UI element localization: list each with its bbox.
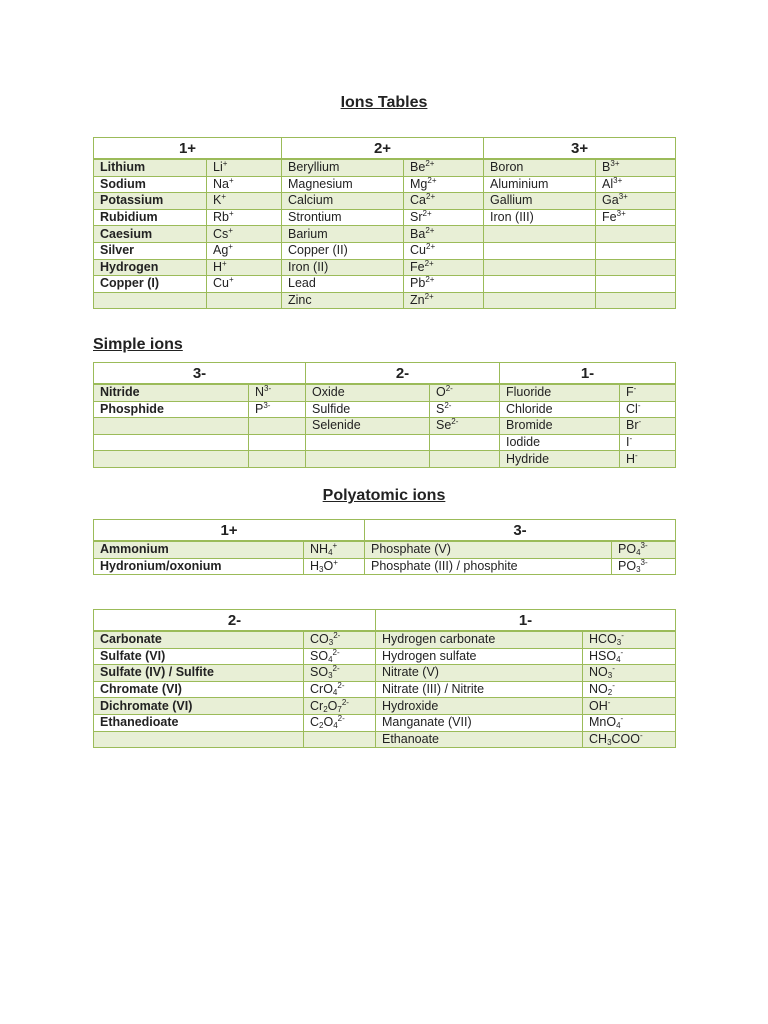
charge: 2- (332, 664, 340, 674)
ion-name: Caesium (94, 226, 207, 243)
ion-symbol: H- (620, 451, 676, 468)
ion-name: Ethanedioate (94, 714, 304, 731)
ion-symbol (596, 276, 676, 293)
subscript: 3 (328, 638, 334, 648)
ion-symbol: $O^{2-}$ (430, 384, 500, 401)
table-row (94, 292, 676, 309)
header-poly-1minus: 1- (376, 610, 676, 632)
ion-symbol: F- (620, 384, 676, 401)
subscript: 4 (332, 688, 338, 698)
ion-name (484, 259, 596, 276)
table-row (94, 681, 676, 698)
ion-name: Hydrogen (94, 259, 207, 276)
ion-name: Chromate (VI) (94, 681, 304, 698)
ion-name: Potassium (94, 193, 207, 210)
charge: 2- (337, 681, 345, 691)
polyatomic-ions-title: Polyatomic ions (322, 487, 446, 504)
charge: - (629, 434, 633, 444)
ion-name: Hydrogen sulfate (376, 648, 583, 665)
charge: + (222, 159, 228, 169)
ion-name: Lead (282, 276, 404, 293)
header-1plus: 1+ (94, 138, 282, 160)
table-row (94, 259, 676, 276)
ion-formula: CrO$_4^{2-}$ (304, 681, 376, 698)
table-row (94, 418, 676, 435)
ion-formula: $Cr_2O_7^{2-}$ (304, 698, 376, 715)
ion-name: Dichromate (VI) (94, 698, 304, 715)
charge: + (228, 225, 233, 235)
charge: 2+ (425, 225, 435, 235)
ion-name (484, 242, 596, 259)
ion-symbol: $Fe^{3+}$ (596, 209, 676, 226)
ion-name: Zinc (282, 292, 404, 309)
ion-symbol (596, 259, 676, 276)
ion-name: Sulfate (VI) (94, 648, 304, 665)
charge: 3- (264, 384, 272, 394)
ion-name: Nitrate (V) (376, 665, 583, 682)
ion-symbol: Na+ (207, 176, 282, 193)
table-row (94, 451, 676, 468)
ion-name: Phosphide (94, 401, 249, 418)
charge: 2+ (425, 275, 435, 285)
charge: 2- (332, 648, 340, 657)
ion-symbol: $P^{3-}$ (249, 401, 306, 418)
ion-symbol: Cs+ (207, 226, 282, 243)
charge: + (333, 558, 338, 567)
ion-name: Chloride (500, 401, 620, 418)
ion-symbol: K+ (207, 193, 282, 210)
charge: 2+ (425, 159, 435, 169)
ion-formula: $HCO_3^-$ (583, 631, 676, 648)
ion-formula: OH- (583, 698, 676, 715)
ion-symbol (207, 292, 282, 309)
ion-formula: $NO_3^-$ (583, 665, 676, 682)
charge: - (620, 714, 624, 724)
ion-name: Aluminium (484, 176, 596, 193)
ion-symbol: $Fe^{2+}$ (404, 259, 484, 276)
ion-symbol (249, 451, 306, 468)
ion-name: Hydroxide (376, 698, 583, 715)
charge: 2- (451, 417, 459, 427)
ion-name: Beryllium (282, 159, 404, 176)
table-row (94, 714, 676, 731)
table-row (94, 434, 676, 451)
ion-symbol: $Mg^{2+}$ (404, 176, 484, 193)
ion-formula: $PO_3^{3-}$ (612, 558, 676, 575)
ion-symbol: Ag+ (207, 242, 282, 259)
table-row (94, 226, 676, 243)
charge: - (620, 648, 624, 657)
ion-formula (304, 731, 376, 748)
simple-anion-table (93, 362, 676, 468)
ion-symbol (430, 451, 500, 468)
subscript: 4 (328, 654, 333, 664)
ion-symbol (249, 418, 306, 435)
ion-symbol: I- (620, 434, 676, 451)
charge: - (621, 631, 624, 641)
ion-symbol: Cl- (620, 401, 676, 418)
polyatomic-table-1 (93, 519, 676, 575)
charge: - (640, 731, 643, 740)
subscript: 3 (328, 671, 333, 681)
subscript: 7 (337, 704, 342, 714)
ion-name: Manganate (VII) (376, 714, 583, 731)
header-1minus: 1- (500, 363, 676, 385)
ion-symbol: Rb+ (207, 209, 282, 226)
polyatomic-table-2 (93, 609, 676, 748)
table-row (94, 731, 676, 748)
ion-formula: MnO$_4$- (583, 714, 676, 731)
ion-name: Calcium (282, 193, 404, 210)
ion-symbol: H+ (207, 259, 282, 276)
charge: - (612, 664, 615, 674)
charge: 2- (341, 697, 349, 707)
ion-name (94, 451, 249, 468)
subscript: 3 (636, 564, 641, 574)
charge: 2- (445, 384, 453, 394)
charge: 3- (640, 541, 648, 551)
ion-symbol: $Sr^{2+}$ (404, 209, 484, 226)
ion-name: Oxide (306, 384, 430, 401)
charge: + (221, 192, 227, 202)
charge: - (612, 681, 615, 691)
ion-name: Selenide (306, 418, 430, 435)
ion-name: Hydride (500, 451, 620, 468)
ion-symbol: $Ga^{3+}$ (596, 193, 676, 210)
ion-name: Strontium (282, 209, 404, 226)
table-row (94, 209, 676, 226)
ion-name: Iron (II) (282, 259, 404, 276)
table-row (94, 665, 676, 682)
ion-name: Copper (I) (94, 276, 207, 293)
subscript: 4 (616, 654, 621, 664)
ion-name (484, 276, 596, 293)
ion-symbol: Br- (620, 418, 676, 435)
ion-name (94, 292, 207, 309)
ion-name: Nitride (94, 384, 249, 401)
charge: 2+ (422, 209, 432, 219)
ion-symbol: $Zn^{2+}$ (404, 292, 484, 309)
ion-name: Barium (282, 226, 404, 243)
subscript: 3 (616, 638, 622, 648)
ion-name (484, 292, 596, 309)
ion-symbol (596, 292, 676, 309)
charge: 3+ (618, 192, 628, 202)
ion-formula: $CH_3COO^-$ (583, 731, 676, 748)
charge: 3+ (616, 209, 626, 219)
ion-symbol: Li+ (207, 159, 282, 176)
ion-name: Boron (484, 159, 596, 176)
ion-name (306, 434, 430, 451)
table-row (94, 276, 676, 293)
charge: - (638, 417, 642, 427)
ion-name (94, 418, 249, 435)
subscript: 4 (333, 721, 338, 731)
subscript: 3 (607, 737, 612, 747)
subscript: 2 (323, 704, 328, 714)
ion-symbol: $Cu^{2+}$ (404, 242, 484, 259)
charge: + (228, 176, 234, 185)
charge: - (637, 401, 641, 410)
subscript: 2 (319, 721, 324, 731)
ion-name: Silver (94, 242, 207, 259)
charge: 2+ (426, 242, 436, 252)
charge: - (607, 697, 611, 707)
subscript: 4 (636, 548, 641, 558)
charge: 2- (444, 401, 452, 410)
ion-name: Lithium (94, 159, 207, 176)
charge: + (222, 259, 227, 268)
ion-name: Sulfide (306, 401, 430, 418)
ion-name: Iodide (500, 434, 620, 451)
ion-name: Ammonium (94, 541, 304, 558)
simple-ions-title: Simple ions (93, 336, 183, 353)
ion-formula: $H_3O^+$ (304, 558, 365, 575)
table-row (94, 698, 676, 715)
ion-name: Ethanoate (376, 731, 583, 748)
ion-symbol (596, 242, 676, 259)
header-poly-1plus: 1+ (94, 520, 365, 542)
charge: 2- (337, 714, 345, 724)
charge: + (332, 541, 338, 551)
ion-symbol: $Pb^{2+}$ (404, 276, 484, 293)
ion-formula: $C_2O_4^{2-}$ (304, 714, 376, 731)
header-2minus: 2- (306, 363, 500, 385)
table-row (94, 631, 676, 648)
subscript: 4 (616, 721, 621, 731)
charge: 2+ (426, 192, 436, 202)
ion-name (94, 434, 249, 451)
ion-symbol: Cu+ (207, 276, 282, 293)
ion-symbol: $S^{2-}$ (430, 401, 500, 418)
ion-name: Carbonate (94, 631, 304, 648)
charge: + (228, 209, 234, 219)
charge: 2+ (424, 259, 434, 268)
ion-symbol (596, 226, 676, 243)
table-row (94, 193, 676, 210)
ion-symbol: $Ca^{2+}$ (404, 193, 484, 210)
subscript: 4 (328, 548, 333, 558)
ion-name: Magnesium (282, 176, 404, 193)
table-row (94, 401, 676, 418)
ion-symbol: $Se^{2-}$ (430, 418, 500, 435)
subscript: 3 (607, 671, 613, 681)
table-row (94, 384, 676, 401)
ion-formula: $NO_2^-$ (583, 681, 676, 698)
ion-name: Sulfate (IV) / Sulfite (94, 665, 304, 682)
header-poly-2minus: 2- (94, 610, 376, 632)
table-row (94, 648, 676, 665)
ion-symbol (430, 434, 500, 451)
table-row (94, 558, 676, 575)
ion-name: Phosphate (V) (365, 541, 612, 558)
subscript: 2 (607, 688, 613, 698)
charge: 3+ (613, 176, 623, 185)
table-row (94, 176, 676, 193)
charge: 2- (333, 631, 341, 641)
table-row (94, 242, 676, 259)
ion-name (94, 731, 304, 748)
ion-formula: $SO_4^{2-}$ (304, 648, 376, 665)
cation-table (93, 137, 676, 309)
ion-name (484, 226, 596, 243)
ion-name: Nitrate (III) / Nitrite (376, 681, 583, 698)
ion-symbol: $Al^{3+}$ (596, 176, 676, 193)
ion-name: Fluoride (500, 384, 620, 401)
ion-name: Rubidium (94, 209, 207, 226)
ion-symbol: $B^{3+}$ (596, 159, 676, 176)
ions-tables-title: Ions Tables (340, 94, 428, 111)
ion-formula: $HSO_4^-$ (583, 648, 676, 665)
charge: 2+ (424, 292, 434, 302)
ion-formula: $SO_3^{2-}$ (304, 665, 376, 682)
charge: - (635, 450, 638, 460)
header-poly-3minus: 3- (365, 520, 676, 542)
charge: 3- (263, 401, 271, 410)
header-3minus: 3- (94, 363, 306, 385)
ion-formula: $CO_3^{2-}$ (304, 631, 376, 648)
ion-symbol (249, 434, 306, 451)
header-2plus: 2+ (282, 138, 484, 160)
ion-name: Bromide (500, 418, 620, 435)
charge: 3- (640, 558, 648, 567)
charge: 2+ (427, 176, 437, 185)
header-3plus: 3+ (484, 138, 676, 160)
subscript: 3 (319, 564, 324, 574)
ion-name: Iron (III) (484, 209, 596, 226)
ion-symbol: $Ba^{2+}$ (404, 226, 484, 243)
ion-name: Hydrogen carbonate (376, 631, 583, 648)
charge: 3+ (610, 159, 620, 169)
ion-name: Sodium (94, 176, 207, 193)
ion-formula: $NH_4^+$ (304, 541, 365, 558)
ion-name: Phosphate (III) / phosphite (365, 558, 612, 575)
ion-name (306, 451, 430, 468)
ion-name: Copper (II) (282, 242, 404, 259)
table-row (94, 541, 676, 558)
ion-formula: $PO_4^{3-}$ (612, 541, 676, 558)
ion-name: Gallium (484, 193, 596, 210)
ion-name: Hydronium/oxonium (94, 558, 304, 575)
ion-symbol: $Be^{2+}$ (404, 159, 484, 176)
charge: - (633, 384, 637, 394)
table-row (94, 159, 676, 176)
ion-symbol: $N^{3-}$ (249, 384, 306, 401)
charge: + (228, 242, 233, 252)
charge: + (228, 275, 234, 285)
